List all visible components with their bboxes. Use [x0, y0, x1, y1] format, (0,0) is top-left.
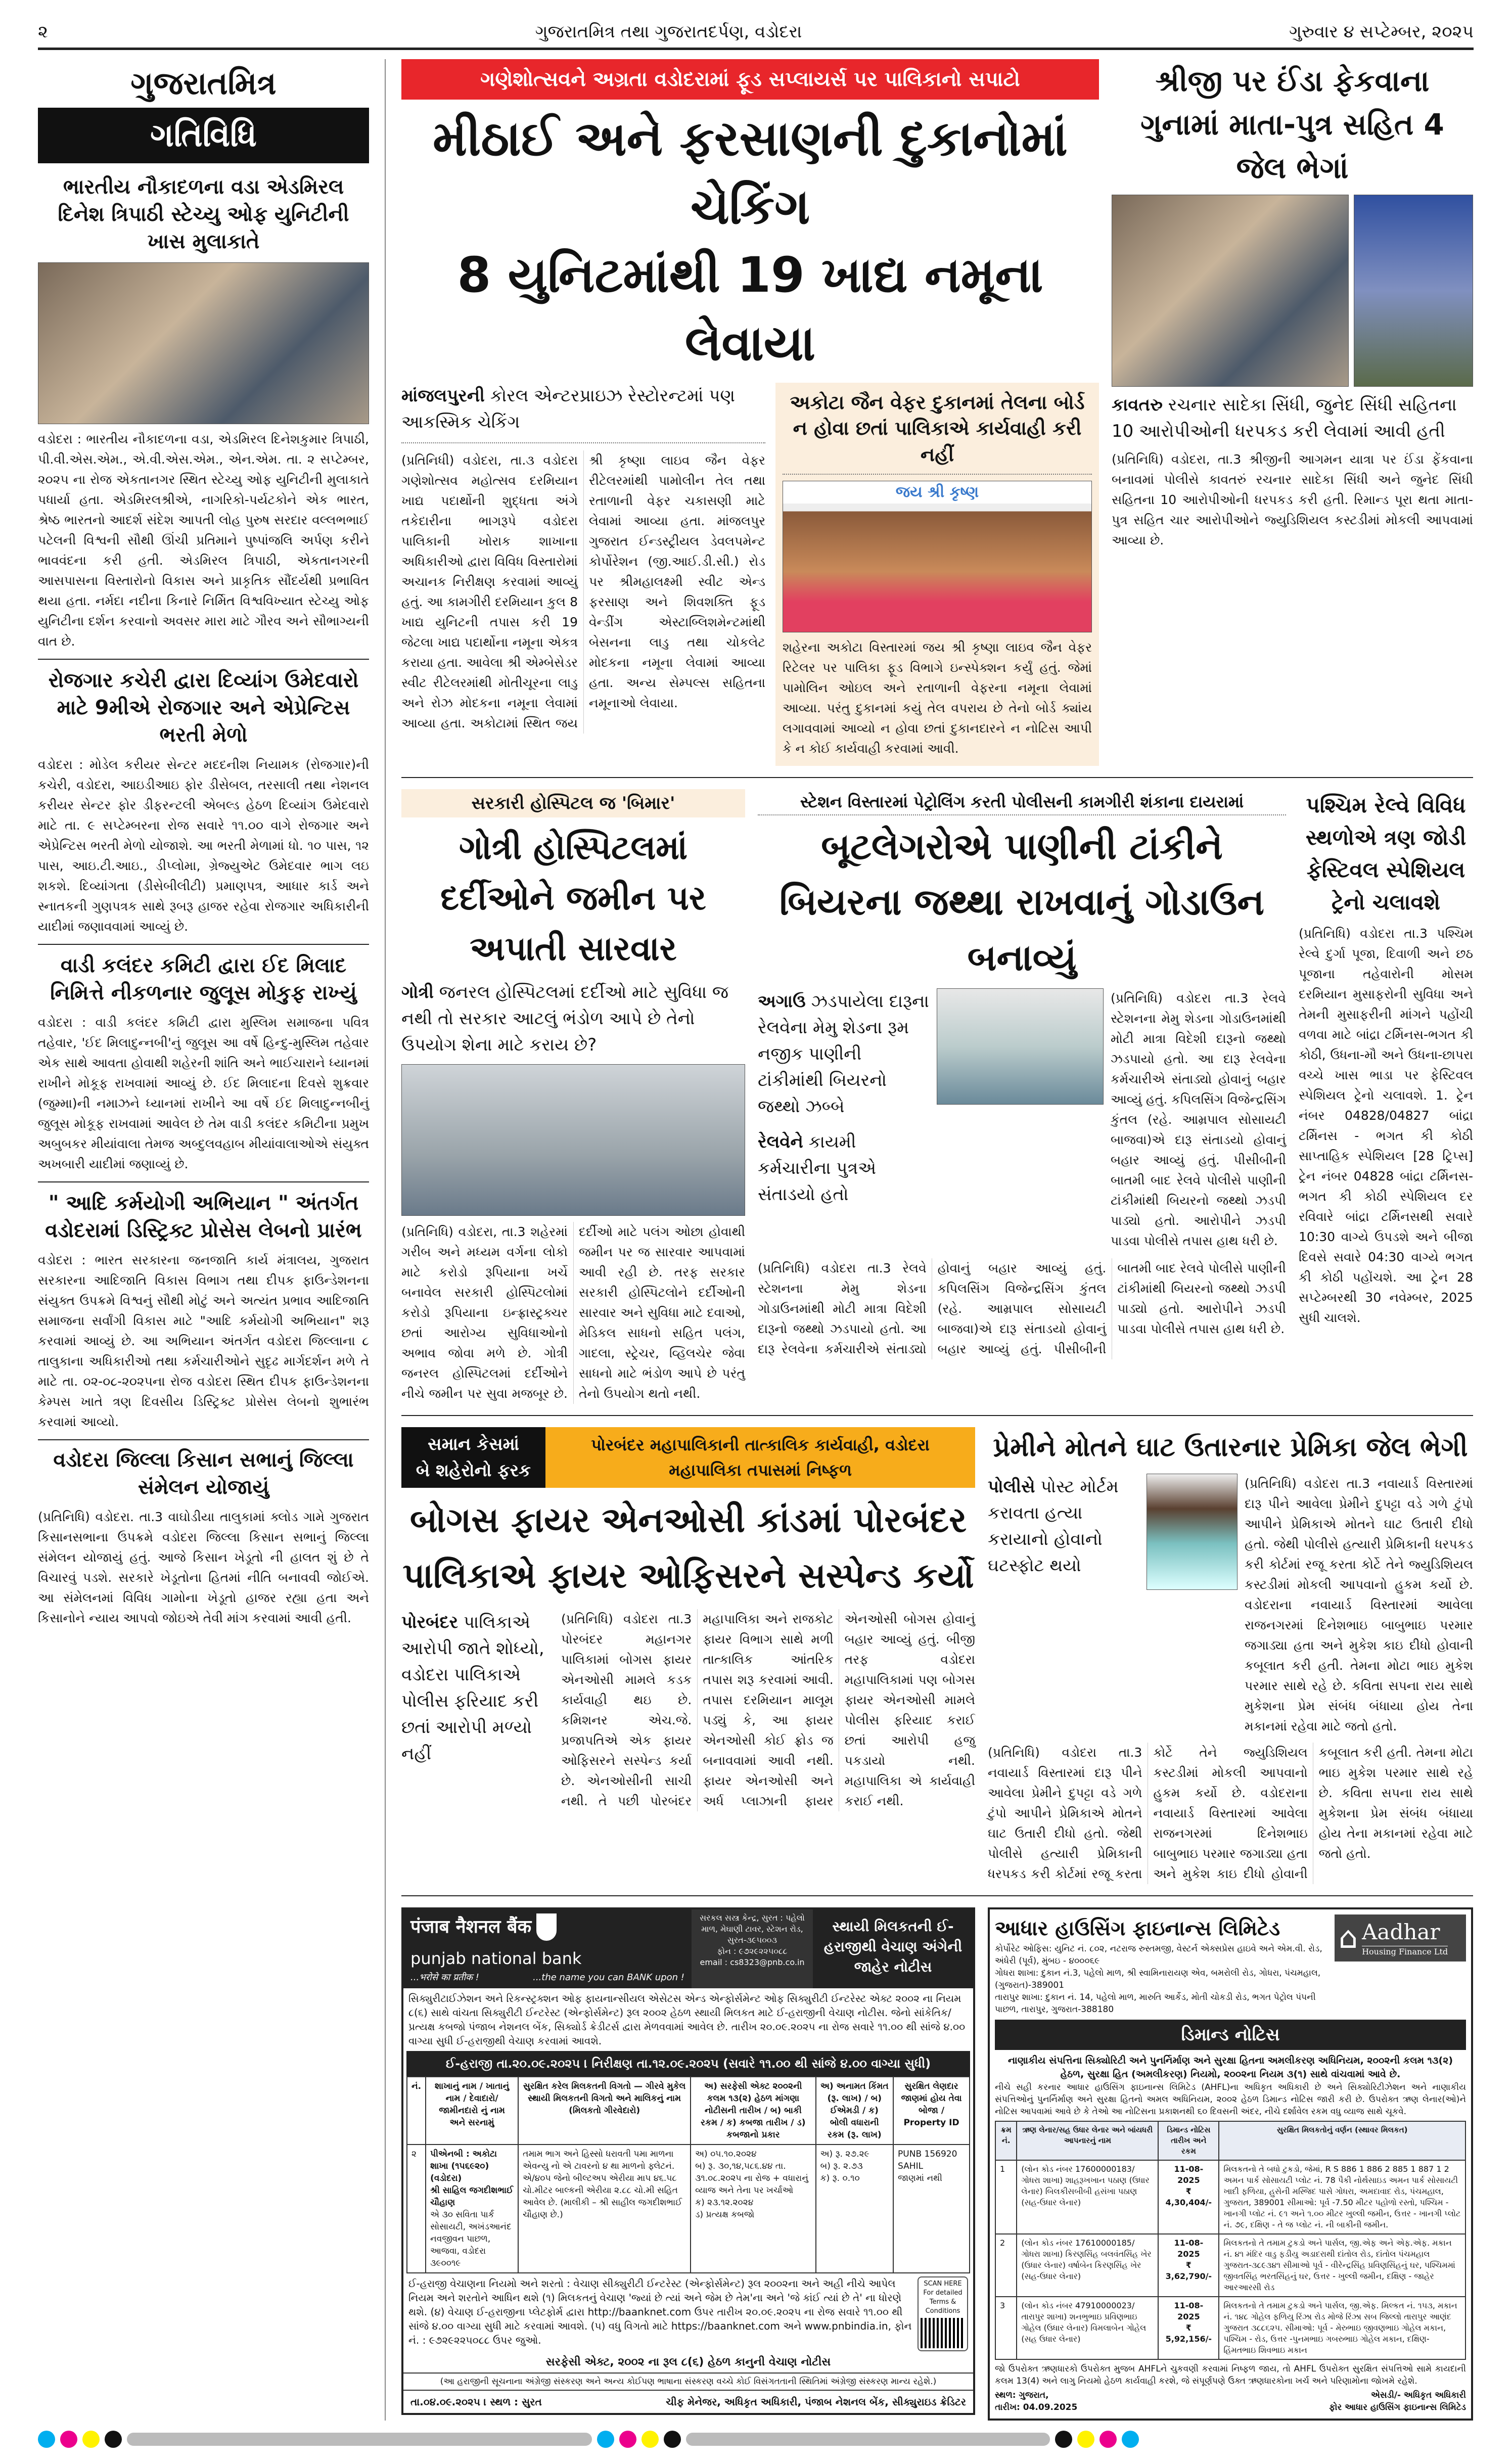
cell-no: 2: [995, 2234, 1017, 2297]
headline-adi-karmayogi: " આદિ કર્મયોગી અભિયાન " અંતર્ગત વડોદરામાં ડિસ્ટ્રિક્ટ પ્રોસેસ લેબનો પ્રારંભ: [45, 1192, 362, 1242]
aadhar-demand-notice: [988, 1907, 1473, 2421]
subheadline-bold: પોરબંદર: [401, 1612, 459, 1632]
aadhar-date: તારીખ: 04.09.2025: [995, 2402, 1078, 2412]
cell-property-id: PUNB 156920 SAHIL: [898, 2149, 957, 2171]
subheadline: [758, 988, 930, 1120]
article-body: (પ્રતિનિધિ) વડોદરા તા.3 પોરબંદર મહાનગર પાલિકામાં બોગસ ફાયર એનઓસી મામલે કડક કાર્યવાહી થઇ છે. કમિશનર એચ.જે. પ્રજાપતિએ એક ફાયર ઓફિસરને સસ્પેન્ડ કર્યા છે. એનઓસીની સાચી નથી. તે પછી પોરબંદર મહાપાલિકા અને રાજકોટ ફાયર વિભાગ સાથે મળી તાત્કાલિક આંતરિક તપાસ શરૂ કરવામાં આવી. તપાસ દરમિયાન માલૂમ પડ્યું કે, આ ફાયર એનઓસી કોઈ ફ્રોડ જ બનાવવામાં આવી નથી. ફાયર એનઓસી અને અર્ધ પ્લાઝાની ફાયર એનઓસી બોગસ હોવાનું બહાર આવ્યું હતું. બીજી તરફ વડોદરા મહાપાલિકામાં પણ બોગસ ફાયર એનઓસી મામલે પોલીસ ફરિયાદ કરાઈ છતાં આરોપી હજુ પકડાયો નથી. મહાપાલિકા એ કાર્યવાહી કરાઈ નથી.: [561, 1611, 975, 1808]
gray-bar: [686, 2433, 1050, 2446]
cell-date: 11-08-2025: [1174, 2238, 1204, 2259]
demand-notice-title: ડિમાન્ડ નોટિસ: [995, 2020, 1466, 2050]
hospital-floor-photo: [401, 1064, 745, 1216]
col-header: અ) અનામત કિંમત (રૂ. લાખ) / બ) ઈએમડી / ક) બોલી વધારાની રકમ (રૂ. લાખ): [816, 2077, 893, 2145]
subheadline-text: રચનાર સાદેકા સિંધી, જુનેદ સિંધી સહિતના 10 આરોપીઓની ધરપકડ કરી લેવામાં આવી હતી: [1112, 395, 1457, 441]
pnb-phone: ફોન : ૯૭૨૯૨૨૫૦૮૮: [717, 1946, 788, 1956]
aadhar-borrower-table: [995, 2121, 1466, 2360]
station-kicker: સ્ટેશન વિસ્તારમાં પેટ્રોલિંગ કરતી પોલીસની કામગીરી શંકાના દાયરામાં: [800, 792, 1244, 811]
subheadline-bold: ગોત્રી: [401, 982, 434, 1002]
arrest-photo: [1112, 195, 1349, 387]
lover-article: [988, 1427, 1473, 1884]
station-headline: બૂટલેગરોએ પાણીની ટાંકીને બિયરના જથ્થા રાખવાનું ગોડાઉન બનાવ્યું: [779, 825, 1265, 979]
divider: [38, 1439, 369, 1440]
qr-code[interactable]: [918, 2276, 968, 2351]
cell-outstanding: બ) રૂ. ૩૦,૧૪,૫૮૬.૪૪ તા. ૩૧.૦૮.૨૦૨૫ ના રોજ + વધારાનું વ્યાજ અને તેના પર ખર્ચાઓ: [695, 2161, 808, 2196]
shriji-article: [1112, 59, 1473, 551]
cell-borrower: શ્રી સાહિલ જગદીશભાઈ ચૌહાણ: [430, 2185, 514, 2208]
middle-row: [401, 789, 1473, 1404]
section-banner: ગતિવિધિ: [38, 108, 369, 163]
qr-icon: [921, 2318, 965, 2348]
col-header: ડિમાન્ડ નોટિસ તારીખ અને રકમ: [1158, 2121, 1219, 2160]
subheadline-text: ઝડપાયેલા દારૂના રેલવેના મેમુ શેડના રૂમ નજીક પાણીની ટાંકીમાંથી બિયરનો જથ્થો ઝબ્બે: [758, 991, 929, 1117]
print-registration-marks: [38, 2431, 1474, 2448]
hospital-article: [401, 789, 745, 1404]
cell-amount: ₹ 5,92,156/-: [1165, 2322, 1212, 2344]
subheadline: [401, 383, 765, 435]
pnb-signatory: ચીફ મેનેજર, અધિકૃત અધિકારી, પંજાબ નેશનલ બેંક, સીક્યુરાઇડ ક્રેડિટર: [666, 2395, 966, 2408]
aadhar-tarapur-branch: તારાપુર શાખા: દુકાન નં. 14, પહેલો માળ, મારુતિ આર્કેડ, મોતી ચોકડી રોડ, ભગત પેટ્રોલ પંપની પાછળ, તારાપુર, ગુજરાત-388180: [995, 1992, 1316, 2015]
porbandar-headline: બોગસ ફાયર એનઓસી કાંડમાં પોરબંદર પાલિકાએ ફાયર ઓફિસરને સસ્પેન્ડ કર્યો: [402, 1500, 974, 1596]
col-header: સુરક્ષિત મિલકતોનું વર્ણન (સ્થાવર મિલકત): [1219, 2121, 1465, 2160]
divider: [401, 777, 1473, 778]
aadhar-corporate-office: કોર્પોરેટ ઓફિસ: યુનિટ નં. ૮૦૨, નટરાજ રુસ્તમજી, વેસ્ટર્ન એક્સપ્રેસ હાઇવે અને એમ.વી. રોડ, અંધેરી (પૂર્વ), મુંબઇ - ૪૦૦૦૬૯: [995, 1943, 1322, 1966]
pnb-tagline-hindi: ...भरोसे का प्रतीक !: [410, 1972, 479, 1983]
divider: [783, 474, 1092, 475]
lower-row: [401, 1427, 1473, 1884]
station-article: [758, 789, 1286, 1359]
page-number: ૨: [38, 22, 48, 42]
divider: [38, 1181, 369, 1182]
left-column: [38, 59, 369, 1628]
cell-amount: ₹ 4,30,404/-: [1165, 2186, 1212, 2207]
cell-address: એ ૩૦ સવિતા પાર્ક સોસાયટી, અખંડઆનંદ નવજીવન પાછળ, આજવા, વડોદરા ૩૯૦૦૧૯: [430, 2209, 512, 2268]
pnb-notice-title: સ્થાયી મિલકતની ઈ-હરાજીથી વેચાણ અંગેની જાહેર નોટીસ: [823, 1918, 963, 1975]
ads-row: [401, 1907, 1473, 2421]
subheadline-text: પોસ્ટ મોર્ટમ કરાવતા હત્યા કરાયાનો હોવાનો ઘટસ્ફોટ થયો: [988, 1476, 1119, 1576]
cell-date: 11-08-2025: [1174, 2164, 1204, 2185]
comparison-line1: સમાન કેસમાં: [428, 1434, 519, 1454]
table-row: [407, 2145, 970, 2273]
subheadline-bold: પોલીસે: [988, 1476, 1035, 1497]
shriji-headline: શ્રીજી પર ઈંડા ફેકવાના ગુનામાં માતા-પુત્ર સહિત 4 જેલ ભેગાં: [1140, 64, 1444, 185]
lover-headline: પ્રેમીને મોતને ઘાટ ઉતારનાર પ્રેમિકા જેલ ભેગી: [993, 1432, 1468, 1463]
article-body: (પ્રતિનિધી) વડોદરા, તા.૩ વડોદરા ગણેશોત્સવ મહોત્સવ દરમિયાન ખાદ્ય પદાર્થોની શુદ્ધતા અંગે તકેદારીના ભાગરૂપે વડોદરા પાલિકાની ખોરાક શાખાના અધિકારીઓ દ્વારા વિવિધ વિસ્તારોમાં અચાનક નિરીક્ષણ કરવામાં આવ્યું હતું. આ કામગીરી દરમિયાન કુલ 8 ખાદ્ય યુનિટની તપાસ કરી 19 જેટલા ખાદ્ય પદાર્થોના નમૂના એકત્ર કરાયા હતા. આવેલા શ્રી એમ્બેસેડર સ્વીટ રીટેલરમાંથી મોતીચૂરના લાડુ અને રોઝ મોદકના નમૂના લેવામાં આવ્યા હતા. અકોટામાં સ્થિત જય શ્રી કૃષ્ણા લાઇવ જૈન વેફર રીટેલરમાંથી પામોલીન તેલ તથા રતાળાની વેફર ચકાસણી માટે લેવામાં આવ્યા હતા. માંજલપુર ગુજરાત ઈન્ડસ્ટ્રીયલ ડેવલપમેન્ટ કોર્પોરેશન (જી.આઈ.ડી.સી.) રોડ પર શ્રીમહાલક્ષ્મી સ્વીટ એન્ડ ફરસાણ અને શિવશક્તિ ફૂડ વેન્ડીંગ એસ્ટાબ્લિશમેન્ટમાંથી બેસનના લાડુ તથા ચોકલેટ મોદકના નમૂના લેવામાં આવ્યા હતા. અન્ય સેમ્પલ્સ સહિતના નમૂનાઓ લેવાયા.: [401, 453, 765, 731]
page-date: ગુરુવાર ૪ સપ્ટેમ્બર, ૨૦૨૫: [1289, 22, 1474, 42]
pnb-name-hindi: पंजाब नैशनल बैंक: [410, 1916, 532, 1937]
cell-increment: ક) રૂ. ૦.૧૦: [820, 2173, 860, 2183]
magenta-mark: [619, 2431, 636, 2448]
cell-borrower: (લોન કોડ નંબર 17600000183/ ગોધરા શાખા) શાહરૂખખાન પઠાણ (ઉધાર લેનાર) બિલકીસબીબી હસંખા પઠાણ (સહ-ઉધાર લેનાર): [1017, 2160, 1158, 2234]
col-header: ઋણ લેનાર/સહ ઉધાર લેનાર અને બાંયધરી આપનારનું નામ: [1017, 2121, 1158, 2160]
yellow-mark: [1077, 2431, 1094, 2448]
cyan-mark: [597, 2431, 614, 2448]
subheadline-bold: કાવતરુ: [1112, 395, 1163, 415]
cell-date: 11-08-2025: [1174, 2300, 1204, 2321]
cell-property: મિલકતનો તે તમામ ટુકડો અને પાર્સલ, જી.એફ અને એફ.એફ. મકાન નં. ૪૧ મંદિર વાડુ ફડીયુ અડાદરાથી દાંતોલ રોડ, દાંતોલ પંચમહાલ ગુજરાત-૩૮૯૩૪૧ સીમાઓ પૂર્વ - વીરેન્દ્રસિંહ પ્રવિણસિંહનું ઘર, પશ્ચિમમાં જીવતસિંહ ભરતસિંહનું ઘર, ઉત્તર - ખુલ્લી જમીન, દક્ષિણ - જાહેર આરઆરસી રોડ: [1219, 2234, 1465, 2297]
table-row: [995, 2234, 1465, 2297]
col-header: નં.: [407, 2077, 426, 2145]
divider: [401, 1415, 1473, 1416]
hospital-tag: સરકારી હોસ્પિટલ જ 'બિમાર': [401, 789, 745, 817]
subheadline: [401, 1609, 553, 1767]
cell-branch: પીએનબી : અકોટા શાખા (૧૫૬૯૨૦) (વડોદરા): [430, 2149, 497, 2183]
cyan-mark: [38, 2431, 55, 2448]
house-family-icon: ⌂: [1339, 1920, 1358, 1956]
table-row: [995, 2160, 1465, 2234]
headline-employment-fair: રોજગાર કચેરી દ્વારા દિવ્યાંગ ઉમેદવારો માટે 9મીએ રોજગાર અને એપ્રેન્ટિસ ભરતી મેળો: [48, 669, 359, 747]
magenta-mark: [60, 2431, 77, 2448]
subheadline-text: પાલિકાએ આરોપી જાતે શોધ્યો, વડોદરા પાલિકાએ પોલીસ ફરિયાદ કરી છતાં આરોપી મળ્યો નહીં: [401, 1612, 544, 1764]
hospital-headline: ગોત્રી હોસ્પિટલમાં દર્દીઓને જમીન પર અપાતી સારવાર: [440, 828, 706, 968]
porbandar-banner: પોરબંદર મહાપાલિકાની તાત્કાલિક કાર્યવાહી, વડોદરા મહાપાલિકા તપાસમાં નિષ્ફળ: [545, 1427, 975, 1488]
subheadline: [758, 1129, 930, 1208]
pnb-property-table: [406, 2076, 970, 2273]
article-body: વડોદરા : ભારતીય નૌકાદળના વડા, એડમિરલ દિનેશકુમાર ત્રિપાઠી, પી.વી.એસ.એમ., એ.વી.એસ.એમ., એન.એમ. તા. ૨ સપ્ટેમ્બર, ૨૦૨૫ ના રોજ એકતાનગર સ્થિત સ્ટેચ્યુ ઓફ યુનિટીની મુલાકાતે પધાર્યા હતા. એડમિરલશ્રીએ, નાગરિકો-પર્યટકોને એક ભારત, શ્રેષ્ઠ ભારતનો આદર્શ સંદેશ આપતી લોહ પુરુષ સરદાર વલ્લભભાઈ પટેલની વિશ્વની સૌથી ઊંચી પ્રતિમાને પુષ્પાંજલિ અર્પણ કરીને ભાવવંદના કરી હતી. એડમિરલ ત્રિપાઠી, એકતાનગરની આસપાસના વિસ્તારોનો વિકાસ અને પ્રાકૃતિક સૌંદર્યથી પ્રભાવિત થયા હતા. નર્મદા નદીના કિનારે નિર્મિત વિશ્વવિખ્યાત સ્ટેચ્યુ ઓફ યુનિટીના દર્શન કરવાનો અવસર મારા માટે ગૌરવ અને સૌભાગ્યની વાત છે.: [38, 432, 369, 649]
pnb-name-english: punjab national bank: [410, 1948, 582, 1968]
black-mark: [105, 2431, 122, 2448]
yellow-mark: [642, 2431, 659, 2448]
qr-caption: SCAN HERE For detailed Terms & Conditions: [923, 2279, 963, 2315]
page-body: [38, 59, 1474, 2421]
cell-property: મિલકતનો તે તમામ ટુકડો અને પાર્સલ, જી.એફ. મિલ્કત નં. ૧૫૩, મકાન નં. ૧૪૮ ગોહેલ ફળિયુ રિંઝા રોડ મોજે રિંઝા સબ જિલ્લો તારાપુર આણંદ ગુજરાત ૩૮૮૬૨૫. સીમાઓ: પૂર્વ - મેરુભાઇ જીવણભાઇ ગોહેલ મકાન, પશ્ચિમ - રોડ, ઉત્તર -પુનમભાઇ ગબરુભાઇ ગોહેલ મકાન, દક્ષિણ- હિંમતભાઇ શિવભાઇ મકાન: [1219, 2297, 1465, 2359]
subheadline-text: જનરલ હોસ્પિટલમાં દર્દીઓ માટે સુવિધા જ નથી તો સરકાર આટલું ભંડોળ આપે છે તેનો ઉપયોગ શેના માટે કરાય છે?: [401, 982, 729, 1055]
cell-possession-type: ડ) પ્રત્યક્ષ કબજો: [695, 2209, 755, 2220]
pnb-intro: સિક્યુરીટાઈઝેશન અને રિકન્સ્ટ્રક્શન ઓફ ફાયનાન્સીયલ એસેટસ એન્ડ એન્ફોર્સમેન્ટ ઓફ સિક્યુરીટી ઈન્ટરેસ્ટ એક્ટ ૨૦૦૨ ના નિયમ ૮(૬) સાથે વાંચતા સિક્યુરીટી ઈન્ટરેસ્ટ (એન્ફોર્સમેન્ટ) રૂલ ૨૦૦૨ હેઠળ સ્થાયી મિલકત માટે ઈ-હરાજીની વેચાણ નોટીસ. જેનો સાંકેતિક/પ્રત્યક્ષ કબજો પંજાબ નેશનલ બેંક, સિક્યોર્ડ ક્રેડીટર્સ દ્વારા મેળવવામાં આવેલ છે. તારીખ ૨૦.૦૯.૨૦૨૫ ના રોજ સવારે ૧૧.૦૦ થી સાંજે ૪.૦૦ વાગ્યા સુધી ઈ-હરાજીથી વેચાણ કરવામાં આવશે.: [408, 1992, 966, 2047]
comparison-line2: બે શહેરોનો ફરક: [416, 1460, 531, 1481]
pnb-auction-dates: ઈ-હરાજી તા.૨૦.૦૯.૨૦૨૫ । નિરીક્ષણ તા.૧૨.૦૯.૨૦૨૫ (સવારે ૧૧.૦૦ થી સાંજે ૪.૦૦ વાગ્યા સુધી): [406, 2051, 970, 2076]
headline-kisan-sabha: વડોદરા જિલ્લા કિસાન સભાનું જિલ્લા સંમેલન યોજાયું: [53, 1448, 354, 1499]
cell-no: ૨: [407, 2145, 426, 2273]
cell-emd: બ) રૂ. ૨.૭૩: [820, 2161, 863, 2171]
aadhar-company-sign: ફોર આધાર હાઉસિંગ ફાઇનાન્સ લિમિટેડ: [1329, 2402, 1466, 2412]
kisan-sabha-article: [38, 1439, 369, 1628]
col-header: શાખાનું નામ / ખાતાનું નામ / દેવાદારો/ જામીનદારો નું નામ અને સરનામું: [426, 2077, 518, 2145]
porbandar-article: [401, 1427, 975, 1811]
black-mark: [664, 2431, 681, 2448]
logo: ગુજરાતમિત્ર: [130, 65, 277, 102]
aadhar-logo-subtext: Housing Finance Ltd: [1362, 1946, 1448, 1956]
top-row: [401, 59, 1473, 766]
header-rule: [38, 48, 1474, 50]
divider: [401, 442, 765, 443]
pnb-auction-notice: [401, 1907, 975, 2415]
akota-box: [775, 383, 1099, 766]
article-body: (પ્રતિનિધિ) વડોદરા, તા.3 શહેરમાં ગરીબ અને મધ્યમ વર્ગના લોકો માટે કરોડો રૂપિયાના ખર્ચે બનાવેલ સરકારી હોસ્પિટલોમાં કરોડો રૂપિયાના ઇન્ફ્રાસ્ટ્રક્ચર છતાં આરોગ્ય સુવિધાઓનો અભાવ જોવા મળે છે. ગોત્રી જનરલ હોસ્પિટલમાં દર્દીઓને નીચે જમીન પર સુવા મજબૂર છે. દર્દીઓ માટે પલંગ ઓછા હોવાથી જમીન પર જ સારવાર આપવામાં આવી રહી છે. તરફ સરકાર સરકારી હોસ્પિટલોને દર્દીઓની સારવાર અને સુવિધા માટે દવાઓ, મેડિકલ સાધનો સહિત પલંગ, ગાદલા, સ્ટ્રેચર, વ્હિલચેર જેવા સાધનો માટે ભંડોળ આપે છે પરંતુ તેનો ઉપયોગ થતો નથી.: [401, 1224, 745, 1401]
col-header: સુરક્ષિત કરેલ મિલકતની વિગતો — ગીરવે મુકેલ સ્થાયી મિલકતની વિગતો અને માલિકનું નામ (મિલકતો ગીરવેદારો): [518, 2077, 691, 2145]
aadhar-godhra-branch: ગોધરા શાખા: દુકાન નં.3, પહેલો માળ, શ્રી સ્વામિનારાયણ એવ, બમરોલી રોડ, ગોધરા, પંચમહાલ, (ગુજરાત)-389001: [995, 1968, 1321, 1990]
akota-headline: અકોટા જૈન વેફર દુકાનમાં તેલના બોર્ડ ન હોવા છતાં પાલિકાએ કાર્યવાહી કરી નહીં: [790, 391, 1085, 466]
shop-photo: [783, 481, 1092, 632]
magenta-mark: [1099, 2431, 1117, 2448]
article-body: (પ્રતિનિધિ) વડોદરા તા.3 પશ્ચિમ રેલ્વે દુર્ગા પૂજા, દિવાળી અને છઠ પૂજાના તહેવારોની મોસમ દરમિયાન મુસાફરોની સુવિધા અને તેમની મુસાફરીની માંગને પહોંચી વળવા માટે બાંદ્રા ટર્મિનસ-ભગત કી કોઠી, ઉધના-મૌ અને ઉધના-છાપરા વચ્ચે ખાસ ભાડા પર ફેસ્ટિવલ સ્પેશિયલ ટ્રેનો ચલાવશે. 1. ટ્રેન નંબર 04828/04827 બાંદ્રા ટર્મિનસ - ભગત કી કોઠી સાપ્તાહિક સ્પેશિયલ [28 ટ્રિપ્સ] ટ્રેન નંબર 04828 બાંદ્રા ટર્મિનસ-ભગત કી કોઠી સ્પેશિયલ દર રવિવારે બાંદ્રા ટર્મિનસથી સવારે 10:30 વાગ્યે ઉપડશે અને બીજા દિવસે સવારે 04:30 વાગ્યે ભગત કી કોઠી પહોંચશે. આ ટ્રેન 28 સપ્ટેમ્બરથી 30 નવેમ્બર, 2025 સુધી ચાલશે.: [1299, 926, 1473, 1325]
cell-borrower: (લોન કોડ નંબર 47910000023/ તારાપુર શાખા) શનભુભાઇ પ્રવિણભાઇ ગોહેલ (ઉધાર લેનાર) વિમલાબેન ગોહેલ (સહ ઉધાર લેનાર): [1017, 2297, 1158, 2359]
table-row: [995, 2297, 1465, 2359]
divider: [401, 1895, 1473, 1896]
main-headline: [401, 105, 1099, 378]
pnb-disclaimer: (આ હરાજીની સૂચનાના અંગ્રેજી સંસ્કરણ અને અન્ય કોઈપણ ભાષાના સંસ્કરણ વચ્ચે કોઈ વિસંગતતાની સ્થિતિમાં અંગ્રેજી સંસ્કરણ માન્ય રહેશે.): [403, 2373, 973, 2390]
cell-amount: ₹ 3,62,790/-: [1165, 2260, 1212, 2281]
cell-reserve: અ) રૂ. ૨૭.૨૯: [820, 2149, 869, 2159]
pnb-date-place: તા.૦૪.૦૯.૨૦૨૫ । સ્થળ : સુરત: [410, 2395, 542, 2408]
article-body: વડોદરા : મોડેલ કરીયર સેન્ટર મદદનીશ નિયામક (રોજગાર)ની કચેરી, વડોદરા, આઇડીઆઇ ફોર ડીસેબલ, તરસાલી તથા નેશનલ કરીયર સેન્ટર ફોર ડીફરન્ટલી એબલ્ડ હેઠળ દિવ્યાંગ ઉમેદવારો માટે તા. ૯ સપ્ટેમ્બરના રોજ સવારે ૧૧.૦૦ વાગે રોજગાર અને એપ્રેન્ટિસ ભરતી મેળો યોજાશે. આ ભરતી મેળામાં ધો. ૧૦ પાસ, ૧૨ પાસ, આઇ.ટી.આઇ., ડીપ્લોમા, ગ્રેજ્યુએટ ઉમેદવાર ભાગ લઇ શકશે. દિવ્યાંગતા (ડીસેબીલીટી) પ્રમાણપત્ર, આધાર કાર્ડ અને સ્નાતકની ગુણપત્રક સાથે રૂબરૂ હાજર રહેવા રોજગાર અધિકારીની યાદીમાં જણાવવામાં આવ્યું છે.: [38, 757, 369, 934]
pnb-address: સરકલ સસ્ત્ર કેન્દ્ર, સુરત : પહેલો માળ, મેઘાણી ટાવર, સ્ટેશન રોડ, સુરત-૩૯૫૦૦૩: [700, 1912, 805, 1945]
divider: [38, 659, 369, 660]
food-check-section: [401, 59, 1099, 766]
cell-encumbrance: જાણમાં નથી: [898, 2173, 943, 2183]
black-mark: [1055, 2431, 1072, 2448]
divider: [758, 814, 1286, 815]
subheadline-text: કાયમી કર્મચારીના પુત્રએ સંતાડયો હતો: [758, 1131, 877, 1205]
navy-chief-photo: [38, 262, 369, 424]
accused-photo: [1147, 1474, 1238, 1590]
railway-headline: પશ્ચિમ રેલ્વે વિવિધ સ્થળોએ ત્રણ જોડી ફેસ્ટિવલ સ્પેશિયલ ટ્રેનો ચલાવશે: [1305, 792, 1467, 915]
article-body: વડોદરા : વાડી કલંદર કમિટી દ્વારા મુસ્લિમ સમાજના પવિત્ર તહેવાર, 'ઈદ મિલાદુન્નબી'નું જુલૂસ આ વર્ષે હિન્દુ-મુસ્લિમ તહેવાર એક સાથે આવતા હોવાથી શહેરની શાંતિ અને ભાઈચારાને ધ્યાનમાં રાખીને મોકૂફ રાખવામાં આવ્યું છે. ઈદ મિલાદના દિવસે શુક્રવાર (જુમ્મા)ની નમાઝને ધ્યાનમાં રાખીને આ વર્ષે ઈદ મિલાદુન્નબીનું જુલૂસ મોકૂફ રાખવામાં આવેલ છે તેમ વાડી કલંદર કમિટીના પ્રમુખ અબુબકર મીયાંવાલા તેમજ અબ્દુલવહાબ મીયાંવાલાઓએ સંયુક્ત અખબારી યાદીમાં જણાવ્યું છે.: [38, 1015, 369, 1171]
main-headline-line1: મીઠાઈ અને ફરસાણની દુકાનોમાં ચેકિંગ: [433, 110, 1068, 235]
aadhar-logo-text: Aadhar: [1362, 1919, 1440, 1944]
cell-borrower: (લોન કોડ નંબર 17610000185/ ગોધરા શાખા) કિરણસિંહ બલવંતસિંહ ખેર (ઉધાર લેનાર) વર્ષાબેન કિરણસિંહ ખેર (સહ-ઉધાર લેનાર): [1017, 2234, 1158, 2297]
pnb-logo-icon: [536, 1913, 557, 1941]
aadhar-intro: નીચે સહી કરનાર આધાર હાઉસિંગ ફાઇનાન્સ લિમિટેડ (AHFL)ના અધિકૃત અધિકારી છે અને સિક્યોરિટીઝેશન અને નાણાકીય સંપત્તિઓનું પુનર્નિર્માણ અને સુરક્ષા હિતનો અમલ અધિનિયમ, ૨૦૦૨ હેઠળ ડિમાન્ડ નોટિસ જારી કરી છે. ઉપરોક્ત ઋણ લેનાર(ઓ)ને નોટિસ આપવામાં આવે છે કે તેઓ આ નોટિસના પ્રકાશનથી ૬૦ દિવસની અંદર, નીચે દર્શાવેલ રકમ વધુ વ્યાજ સાથે ચૂકવે.: [995, 2082, 1466, 2117]
aadhar-closing: જો ઉપરોક્ત ઋણધારકો ઉપરોક્ત મુજબ AHFLને ચુકવણી કરવામાં નિષ્ફળ જાય, તો AHFL ઉપરોક્ત સુરક્ષિત સંપત્તિઓ સામે કાયદાની કલમ 13(4) અને લાગુ નિયમો હેઠળ કાર્યવાહી કરશે, જે સંપૂર્ણપણે ઉક્ત ઋણધારકોના ખર્ચ અને પરિણામોના જોખમે રહેશે.: [995, 2363, 1466, 2386]
shop-sign: જય શ્રી કૃષ્ણ: [783, 481, 1091, 504]
aadhar-act: નાણાકીય સંપત્તિના સિક્યોરિટી અને પુનર્નિર્માણ અને સુરક્ષા હિતના અમલીકરણ અધિનિયમ, ૨૦૦૨ની કલમ ૧૩(૨) હેઠળ, સુરક્ષા હિત (અમલીકરણ) નિયમો, ૨૦૦૨ના નિયમ ૩(૧) સાથે વાંચવામાં આવે છે.: [1007, 2055, 1453, 2080]
pnb-email: email : cs8323@pnb.co.in: [700, 1957, 805, 1967]
cell-no: 1: [995, 2160, 1017, 2234]
aadhar-title: આધાર હાઉસિંગ ફાઇનાન્સ લિમિટેડ: [995, 1917, 1280, 1940]
police-photo: [1354, 195, 1473, 387]
article-body: વડોદરા : ભારત સરકારના જનજાતિ કાર્ય મંત્રાલય, ગુજરાત સરકારના આદિજાતિ વિકાસ વિભાગ તથા દીપક ફાઉન્ડેશનના સંયુક્ત ઉપક્રમે વિશ્વનું સૌથી મોટું અને અત્યંત પ્રભાવ આદિજાતિ સમાજના સર્વાંગી વિકાસ માટે "આદિ કર્મયોગી અભિયાન" શરૂ કરવામાં આવ્યું છે. આ અભિયાન અંતર્ગત વડોદરા જિલ્લાના ૮ તાલુકાના અધિકારીઓ તથા કર્મચારીઓને સુદૃઢ માર્ગદર્શન મળે તે માટે તા. ૦૨-૦૮-૨૦૨૫ના રોજ વડોદરા સ્થિત દીપક ફાઉન્ડેશનના કેમ્પસ ખાતે ત્રણ દિવસીય ડિસ્ટ્રિક્ટ પ્રોસેસ લેબનો શુભારંભ કરવામાં આવ્યો.: [38, 1253, 369, 1429]
subheadline: [988, 1474, 1139, 1579]
article-body: (પ્રતિનિધિ) વડોદરા તા.3 રેલવે સ્ટેશનના મેમુ શેડના ગોડાઉનમાંથી મોટી માત્રા વિદેશી દારૂનો જથ્થો ઝડપાયો હતો. આ દારૂ રેલવેના કર્મચારીએ સંતાડ્યો હોવાનું બહાર આવ્યું હતું. કપિલસિંગ વિજેન્દ્રસિંગ કુંતલ (રહે. આમ્રપાલ સોસાયટી બાજવા)એ દારૂ સંતાડયો હોવાનું બહાર આવ્યું હતું. પીસીબીની બાતમી બાદ રેલવે પોલીસે પાણીની ટાંકીમાંથી બિયરનો જથ્થો ઝડપી પાડ્યો હતો. આરોપીને ઝડપી પાડવા પોલીસે તપાસ હાથ ધરી છે.: [1111, 990, 1286, 1248]
aadhar-logo: [1335, 1914, 1466, 1962]
pnb-tagline-english: ...the name you can BANK upon !: [533, 1972, 684, 1983]
col-header: સુરક્ષિત લેણદાર જાણમાં હોય તેવા બોજા / Property ID: [893, 2077, 970, 2145]
main-headline-line2: 8 યુનિટમાંથી 19 ખાદ્ય નમૂના લેવાયા: [457, 247, 1043, 372]
cell-property: તમામ ભાગ અને હિસ્સો ધરાવતી પમા માળના એવન્યુ નો એ ટાવરનો ૪ થા માળનો ફ્લેટનં. એ/૪૦૫ જેનો બીલ્ટઅપ એરીયા માપ ૪૬.૫૮ ચો.મીટર બાલ્કની એરીયા ૨.૮૮ ચો.મી સહિત આવેલ છે. (માલીકી – શ્રી સાહીલ જગદીશભાઈ ચૌહાણ છે.): [518, 2145, 691, 2273]
cell-notice-date: અ) ૦૫.૧૦.૨૦૨૪: [695, 2149, 757, 2159]
headline-navy-chief: ભારતીય નૌકાદળના વડા એડમિરલ દિનેશ ત્રિપાઠી સ્ટેચ્યુ ઓફ યુનિટીની ખાસ મુલાકાતે: [58, 175, 349, 253]
page-header: [38, 20, 1474, 43]
headline-eid-procession: વાડી કલંદર કમિટી દ્વારા ઈદ મિલાદ નિમિત્તે નીકળનાર જુલૂસ મોકુફ રાખ્યું: [50, 954, 357, 1005]
divider: [38, 944, 369, 945]
article-body-continued: (પ્રતિનિધિ) વડોદરા તા.3 નવાયાર્ડ વિસ્તારમાં દારૂ પીને આવેલા પ્રેમીને દુપટ્ટા વડે ગળે ટુંપો આપીને પ્રેમિકાએ મોતને ઘાટ ઉતારી દીધો હતો. જેથી પોલીસે હત્યારી પ્રેમિકાની ધરપકડ કરી કોર્ટમાં રજૂ કરતા કોર્ટે તેને જ્યુડિશિયલ કસ્ટડીમાં મોકલી આપવાનો હુકમ કર્યો છે. વડોદરાના નવાયાર્ડ વિસ્તારમાં આવેલા રાજનગરમાં દિનેશભાઇ બાબુભાઇ પરમાર જગાડ્યા હતા અને મુકેશ કાઇ દીધો હોવાની કબૂલાત કરી હતી. તેમના મોટા ભાઇ મુકેશ પરમાર સાથે રહે છે. કવિતા સપના રાય સાથે મુકેશના પ્રેમ સંબંધ બંધાયા હોય તેના મકાનમાં રહેવા માટે જતો હતો.: [988, 1745, 1473, 1881]
subheadline-bold: અગાઉ: [758, 991, 806, 1012]
article-body: (પ્રતિનિધિ) વડોદરા, તા.3 શ્રીજીની આગમન યાત્રા પર ઈંડા ફેંકવાના બનાવમાં પોલીસે કાવતરું રચનાર સાદેકા સિંધી અને જુનેદ સિંધી સહિતના 10 આરોપીઓની ધરપકડ કરી હતી. રિમાન્ડ પૂરા થતા માતા-પુત્ર સહિત ચાર આરોપીઓને જ્યુડિશિયલ કસ્ટડીમાં મોકલી આપવામાં આવ્યા છે.: [1112, 452, 1473, 548]
paper-title: ગુજરાતમિત્ર તથા ગુજરાતદર્પણ, વડોદરા: [535, 22, 802, 42]
akota-body: શહેરના અકોટા વિસ્તારમાં જય શ્રી કૃષ્ણા લાઇવ જૈન વેફર રિટેલર પર પાલિકા ફૂડ વિભાગે ઇન્સ્પેક્શન કર્યું હતું. જેમાં પામોલિન ઓઇલ અને રતાળાની વેફરના નમૂના લેવામાં આવ્યા. પરંતુ દુકાનમાં કયું તેલ વપરાય છે તેનો બોર્ડ ક્યાંય લગાવવામાં આવ્યો ન હોવા છતાં દુકાનદારને ન નોટિસ આપી કે ન કોઈ કાર્યવાહી કરવામાં આવી.: [783, 640, 1092, 756]
subheadline-bold: માંજલપુરની: [401, 386, 485, 406]
col-header: અ) સરફેસી એક્ટ ૨૦૦૨ની કલમ ૧૩(૨) હેઠળ માંગણા નોટીસની તારીખ / બ) બાકી રકમ / ક) કબજા તારીખ / ડ) કબજાનો પ્રકાર: [691, 2077, 816, 2145]
aadhar-place: સ્થળ: ગુજરાત,: [995, 2390, 1049, 2400]
comparison-box: [401, 1427, 545, 1488]
aadhar-signatory: એસડી/- અધિકૃત અધિકારી: [1370, 2390, 1466, 2400]
pnb-footer-title: સરફેસી એક્ટ, ૨૦૦૨ ના રૂલ ૮(૬) હેઠળ કાનુની વેચાણ નોટીસ: [545, 2355, 831, 2368]
railway-article: [1299, 789, 1473, 1328]
cell-possession-date: ક) ૨૩.૧૨.૨૦૨૪: [695, 2197, 754, 2208]
pnb-terms: ઈ-હરાજી વેચાણના નિયમો અને શરતો : વેચાણ સીક્યુરીટી ઈન્ટરેસ્ટ (એન્ફોર્સમેન્ટ) રૂલ ૨૦૦૨ના અને અહી નીચે આપેલ નિયમ અને શરતોને આધિન થશે (૧) મિલકતનું વેચાણ 'જ્યાં છે ત્યાં અને જેમ છે તેમ'ના અને 'જે કાંઈ ત્યાં છે તે' ના ધોરણે થશે. (૪) વેચાણ ઈ-હરાજીના પ્લેટફોર્મ દ્વારા http://baanknet.com ઉપર તારીખ ૨૦.૦૯.૨૦૨૫ ના રોજ સવારે ૧૧.૦૦ થી સાંજે ૪.૦૦ વાગ્યા સુધી માટે કરવામાં આવશે. (૫) વધુ વિગતો માટે https://baanknet.com અને www.pnbindia.in, ફોન નં. : ૯૭૨૯૨૨૫૦૮૮ ઉપર જુઓ.: [408, 2277, 912, 2346]
subheadline: [401, 979, 745, 1058]
column-rule: [385, 59, 386, 2421]
yellow-mark: [82, 2431, 100, 2448]
subheadline-text: કોરલ એન્ટરપ્રાઇઝ રેસ્ટોરન્ટમાં પણ આકસ્મિક ચેકિંગ: [401, 386, 736, 432]
col-header: ક્રમ નં.: [995, 2121, 1017, 2160]
cyan-mark: [1122, 2431, 1139, 2448]
cell-no: 3: [995, 2297, 1017, 2359]
subheadline-bold: રેલવેને: [758, 1131, 803, 1152]
bootlegger-raid-photo: [937, 988, 1104, 1105]
right-area: [401, 59, 1473, 2421]
gray-bar: [127, 2433, 592, 2446]
cell-property: મિલકતનો તે બધો ટુકડો, જેમાં, R S 886 1 886 2 885 1 887 1 2 અમન પાર્ક સોસાયટી પ્લોટ નં. 78 પૈકી નોર્થસાઇડ અમન પાર્ક સોસાયટી ખાદી ફળિયા, હુસેની મસ્જિદ પાસે ગોધરા, અમદાવાદ રોડ, પંચમહાલ, ગુજરાત, 389001 સીમાઓ: પૂર્વ -7.50 મીટર પહોળો રસ્તો, પશ્ચિમ - ખાનગી પ્લોટ નં. ૯૧ અને ૧.૦૦ મીટર ખુલ્લી જમીન, ઉત્તર - ખાનગી પ્લોટ નં. ૭૯, દક્ષિણ - તે જ પ્લોટ નં. ની બાકીની જમીન.: [1219, 2160, 1465, 2234]
article-body: (પ્રતિનિધિ) વડોદરા. તા.3 વાઘોડીયા તાલુકામાં ક્લોડ ગામે ગુજરાત કિસાનસભાના ઉપક્રમે વડોદરા જિલ્લા કિસાન સભાનું જિલ્લા સંમેલન યોજાયું હતું. આજે કિસાન ખેડૂતો ની હાલત શું છે તે વિચારવું પડશે. સરકારે ખેડૂતોના હિતમાં નીતિ બનાવવી જોઈએ. આ સંમેલનમાં વિવિધ ગામોના ખેડૂતો હાજર રહ્યા હતા અને કિસાનોને ન્યાય આપવો જોઇએ તેવી માંગ કરવામાં આવી હતી.: [38, 1510, 369, 1625]
kicker-banner: ગણેશોત્સવને અગ્રતા વડોદરામાં ફૂડ સપ્લાયર્સ પર પાલિકાનો સપાટો: [401, 59, 1099, 100]
article-body: (પ્રતિનિધિ) વડોદરા તા.3 નવાયાર્ડ વિસ્તારમાં દારૂ પીને આવેલા પ્રેમીને દુપટ્ટા વડે ગળે ટુંપો આપીને પ્રેમિકાએ મોતને ઘાટ ઉતારી દીધો હતો. જેથી પોલીસે હત્યારી પ્રેમિકાની ધરપકડ કરી કોર્ટમાં રજૂ કરતા કોર્ટે તેને જ્યુડિશિયલ કસ્ટડીમાં મોકલી આપવાનો હુકમ કર્યો છે. વડોદરાના નવાયાર્ડ વિસ્તારમાં આવેલા રાજનગરમાં દિનેશભાઇ બાબુભાઇ પરમાર જગાડ્યા હતા અને મુકેશ કાઇ દીધો હોવાની કબૂલાત કરી હતી. તેમના મોટા ભાઇ મુકેશ પરમાર સાથે રહે છે. કવિતા સપના રાય સાથે મુકેશના પ્રેમ સંબંધ બંધાયા હોય તેના મકાનમાં રહેવા માટે જતો હતો.: [1245, 1476, 1473, 1734]
subheadline: [1112, 392, 1473, 444]
food-check-article: [401, 383, 765, 734]
article-body-continued: (પ્રતિનિધિ) વડોદરા તા.3 રેલવે સ્ટેશનના મેમુ શેડના ગોડાઉનમાંથી મોટી માત્રા વિદેશી દારૂનો જથ્થો ઝડપાયો હતો. આ દારૂ રેલવેના કર્મચારીએ સંતાડ્યો હોવાનું બહાર આવ્યું હતું. કપિલસિંગ વિજેન્દ્રસિંગ કુંતલ (રહે. આમ્રપાલ સોસાયટી બાજવા)એ દારૂ સંતાડયો હોવાનું બહાર આવ્યું હતું. પીસીબીની બાતમી બાદ રેલવે પોલીસે પાણીની ટાંકીમાંથી બિયરનો જથ્થો ઝડપી પાડ્યો હતો. આરોપીને ઝડપી પાડવા પોલીસે તપાસ હાથ ધરી છે.: [758, 1260, 1286, 1356]
